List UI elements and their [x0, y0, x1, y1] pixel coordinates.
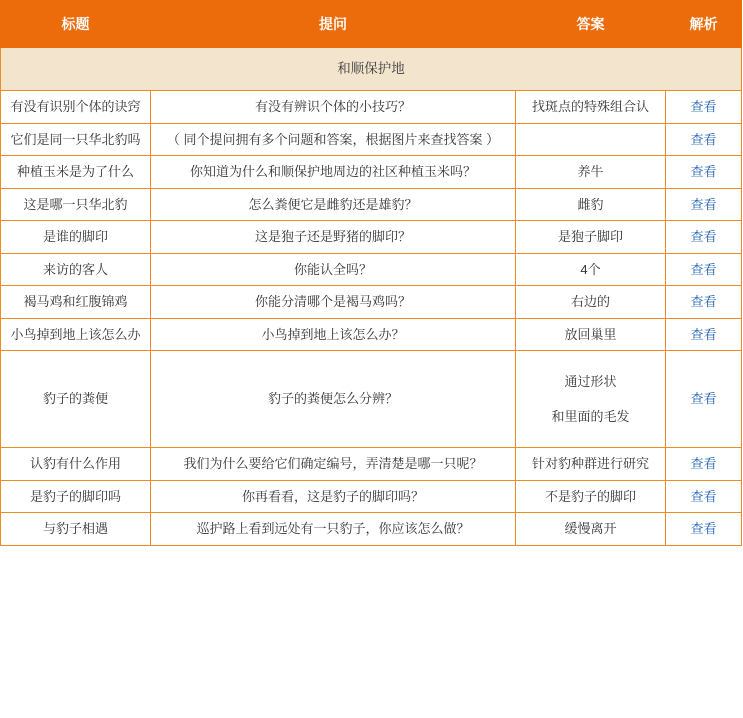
row-answer [516, 123, 666, 156]
section-row [1, 48, 742, 91]
row-question: 你再看看，这是豹子的脚印吗？ [151, 480, 516, 513]
row-question: 巡护路上看到远处有一只豹子，你应该怎么做？ [151, 513, 516, 546]
row-action[interactable] [666, 448, 742, 481]
column-header-action: 解析 [666, 1, 742, 48]
row-answer [516, 351, 666, 448]
view-link[interactable]: 查看 [690, 99, 717, 114]
view-link[interactable]: 查看 [690, 326, 717, 342]
table-header [1, 1, 742, 48]
row-title: 它们是同一只华北豹吗 [1, 123, 151, 156]
row-answer-line-1: 通过形状 [564, 373, 617, 389]
row-question: 小鸟掉到地上该怎么办？ [151, 318, 516, 351]
row-answer: 是狍子脚印 [516, 221, 666, 254]
row-title: 认豹有什么作用 [1, 448, 151, 481]
row-question: 有没有辨识个体的小技巧？ [151, 91, 516, 124]
view-link[interactable]: 查看 [690, 521, 717, 536]
row-action[interactable] [666, 351, 742, 448]
table-row [1, 351, 742, 448]
row-title: 褐马鸡和红腹锦鸡 [1, 286, 151, 319]
row-action[interactable] [666, 513, 742, 546]
row-answer: 找斑点的特殊组合认 [516, 91, 666, 124]
view-link[interactable]: 查看 [690, 196, 717, 212]
row-answer: 缓慢离开 [516, 513, 666, 546]
row-answer: 针对豹种群进行研究 [516, 448, 666, 481]
row-question: 豹子的粪便怎么分辨？ [151, 351, 516, 448]
column-header-question: 提问 [151, 1, 516, 48]
view-link[interactable]: 查看 [690, 294, 717, 309]
header-row [1, 1, 742, 48]
row-answer: 右边的 [516, 286, 666, 319]
row-question: 怎么粪便它是雌豹还是雄豹？ [151, 188, 516, 221]
row-question: 这是狍子还是野猪的脚印？ [151, 221, 516, 254]
table-row [1, 448, 742, 481]
view-link[interactable]: 查看 [690, 488, 717, 504]
table-row [1, 480, 742, 513]
table-row [1, 253, 742, 286]
row-title: 种植玉米是为了什么 [1, 156, 151, 189]
row-title: 豹子的粪便 [1, 351, 151, 448]
view-link[interactable]: 查看 [690, 164, 717, 179]
row-question: 我们为什么要给它们确定编号，弄清楚是哪一只呢？ [151, 448, 516, 481]
row-title: 是谁的脚印 [1, 221, 151, 254]
row-action[interactable] [666, 91, 742, 124]
table-row [1, 156, 742, 189]
row-title: 小鸟掉到地上该怎么办 [1, 318, 151, 351]
row-action[interactable] [666, 156, 742, 189]
view-link[interactable]: 查看 [690, 229, 717, 244]
row-question: （ 同个提问拥有多个问题和答案，根据图片来查找答案 ） [151, 123, 516, 156]
row-action[interactable] [666, 480, 742, 513]
table-row [1, 221, 742, 254]
table-row [1, 318, 742, 351]
row-answer: 不是豹子的脚印 [516, 480, 666, 513]
column-header-answer: 答案 [516, 1, 666, 48]
row-title: 是豹子的脚印吗 [1, 480, 151, 513]
table-row [1, 513, 742, 546]
row-question: 你能分清哪个是褐马鸡吗？ [151, 286, 516, 319]
row-answer-line-2: 和里面的毛发 [551, 409, 630, 424]
table-row [1, 286, 742, 319]
table-body [1, 48, 742, 546]
row-answer: 放回巢里 [516, 318, 666, 351]
row-question: 你知道为什么和顺保护地周边的社区种植玉米吗？ [151, 156, 516, 189]
row-action[interactable] [666, 318, 742, 351]
view-link[interactable]: 查看 [690, 456, 717, 471]
row-title: 有没有识别个体的诀窍 [1, 91, 151, 124]
view-link[interactable]: 查看 [690, 261, 717, 277]
row-question: 你能认全吗？ [151, 253, 516, 286]
column-header-title: 标题 [1, 1, 151, 48]
table-row [1, 188, 742, 221]
table-row [1, 123, 742, 156]
row-answer: 雌豹 [516, 188, 666, 221]
row-title: 来访的客人 [1, 253, 151, 286]
view-link[interactable]: 查看 [690, 131, 717, 147]
row-action[interactable] [666, 286, 742, 319]
row-action[interactable] [666, 188, 742, 221]
row-action[interactable] [666, 123, 742, 156]
row-action[interactable] [666, 221, 742, 254]
section-label: 和顺保护地 [1, 48, 742, 91]
row-title: 这是哪一只华北豹 [1, 188, 151, 221]
row-title: 与豹子相遇 [1, 513, 151, 546]
view-link[interactable]: 查看 [690, 391, 717, 407]
row-action[interactable] [666, 253, 742, 286]
row-answer: 养牛 [516, 156, 666, 189]
row-answer: 4个 [516, 253, 666, 286]
table-row [1, 91, 742, 124]
